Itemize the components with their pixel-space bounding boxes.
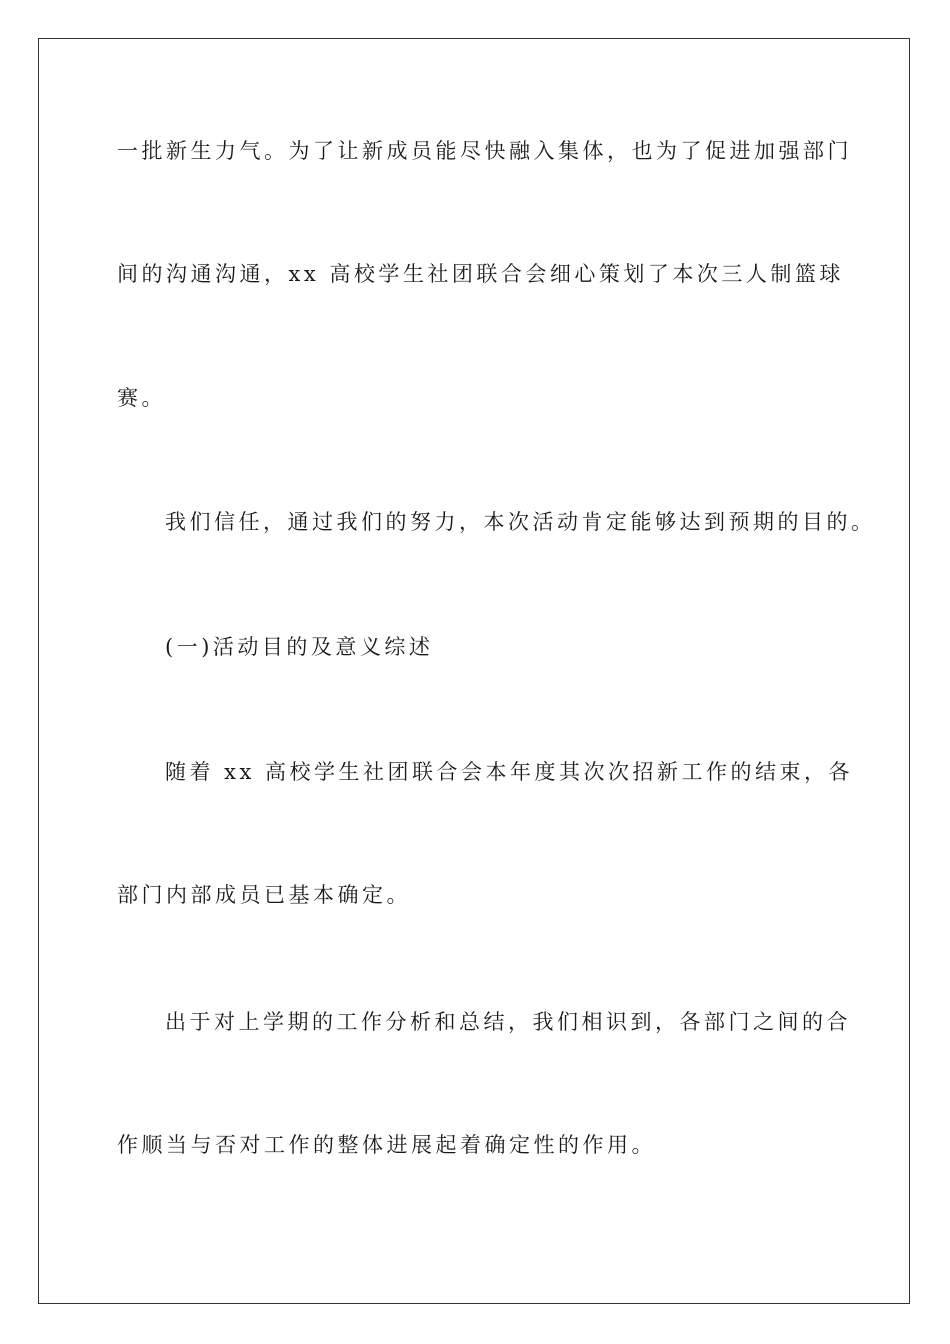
page-border xyxy=(38,38,910,1304)
paragraph-line-6: 随着 xx 高校学生社团联合会本年度其次次招新工作的结束，各 xyxy=(165,760,854,784)
paragraph-line-8: 出于对上学期的工作分析和总结，我们相识到，各部门之间的合 xyxy=(165,1010,851,1034)
paragraph-line-9: 作顺当与否对工作的整体进展起着确定性的作用。 xyxy=(117,1133,656,1157)
paragraph-line-1: 一批新生力气。为了让新成员能尽快融入集体，也为了促进加强部门 xyxy=(117,139,852,163)
section-heading: (一)活动目的及意义综述 xyxy=(165,635,434,659)
paragraph-line-3: 赛。 xyxy=(117,386,166,410)
paragraph-line-2: 间的沟通沟通，xx 高校学生社团联合会细心策划了本次三人制篮球 xyxy=(117,262,844,286)
paragraph-line-4: 我们信任，通过我们的努力，本次活动肯定能够达到预期的目的。 xyxy=(165,510,876,534)
paragraph-line-7: 部门内部成员已基本确定。 xyxy=(117,883,411,907)
